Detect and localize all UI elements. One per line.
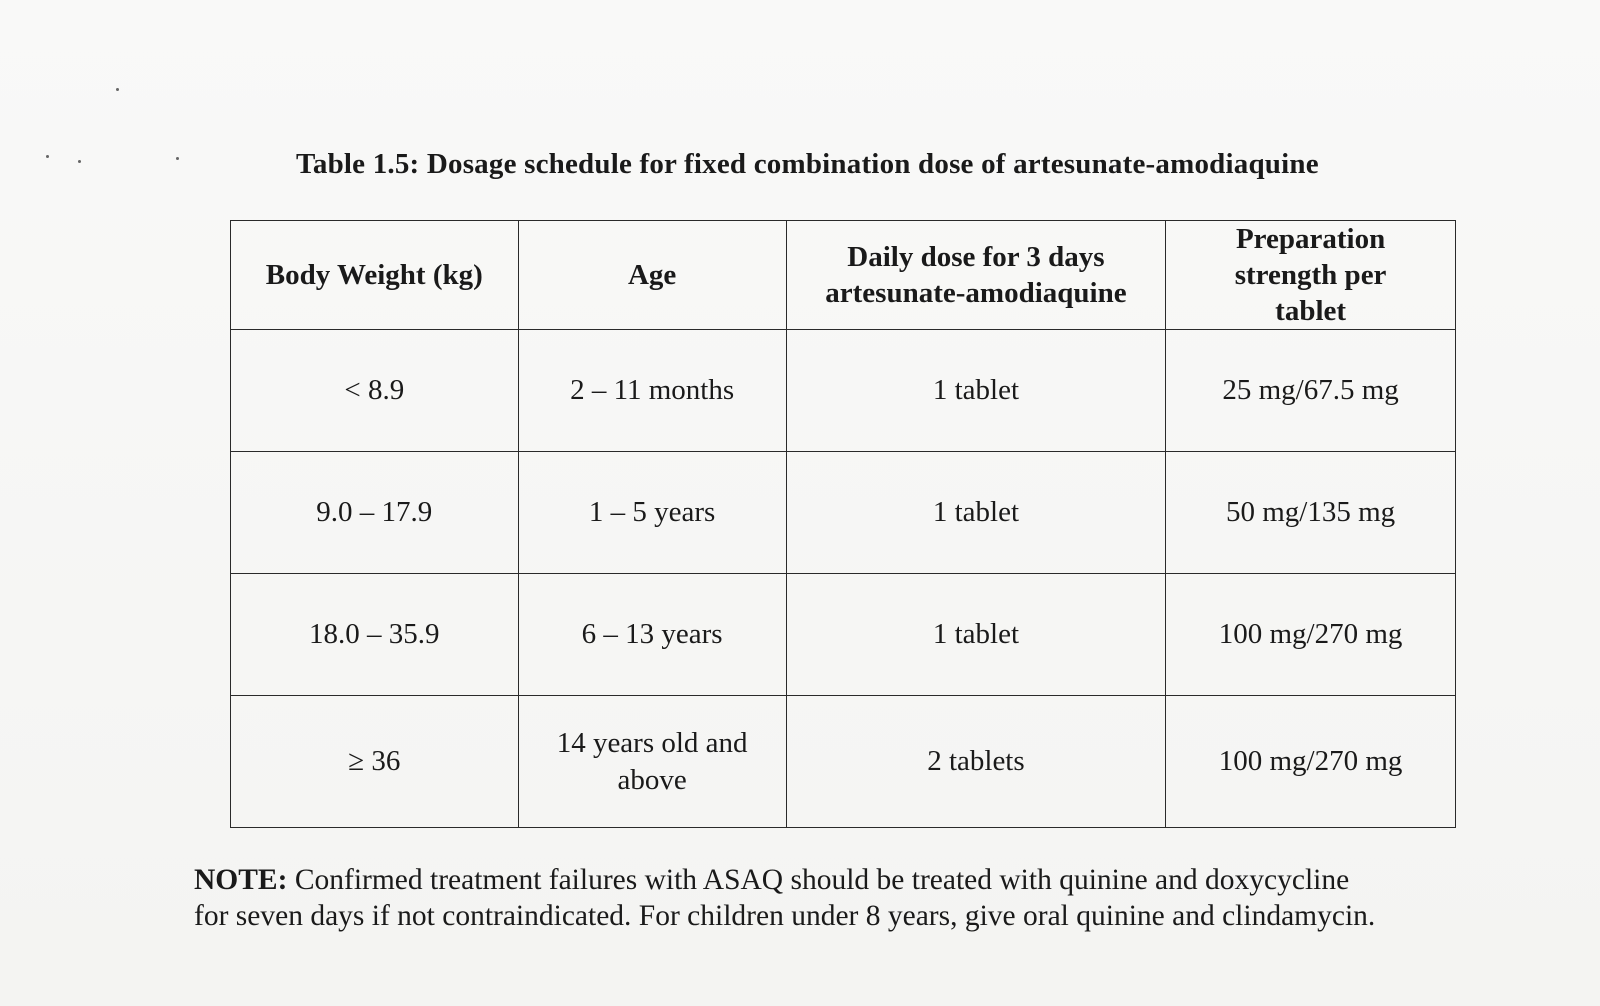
cell-body-weight (231, 696, 519, 828)
cell-daily-dose (786, 696, 1166, 828)
cell-body-weight (231, 452, 519, 574)
header-text-line: Body Weight (kg) (265, 259, 483, 291)
note-text-1: Confirmed treatment failures with ASAQ should be treated with quinine and doxycycline (294, 864, 1350, 896)
cell-text-line: 100 mg/270 mg (1218, 745, 1403, 777)
header-body-weight (231, 221, 519, 330)
table-caption: Table 1.5: Dosage schedule for fixed combination dose of artesunate-amodiaquine (296, 148, 1319, 180)
scan-speck (78, 160, 81, 163)
note-label: NOTE: (194, 864, 288, 896)
table-row (231, 330, 1456, 452)
cell-text-line: 1 tablet (932, 618, 1020, 650)
cell-text-line: 100 mg/270 mg (1218, 618, 1403, 650)
cell-text-line: < 8.9 (344, 374, 405, 406)
note-paragraph (194, 862, 1494, 934)
table-row (231, 452, 1456, 574)
header-age (518, 221, 786, 330)
header-text-line: strength per (1234, 259, 1387, 291)
header-text-line: Preparation (1235, 223, 1386, 255)
cell-age (518, 330, 786, 452)
cell-text-line: 25 mg/67.5 mg (1222, 374, 1399, 406)
header-text-line: tablet (1275, 295, 1347, 327)
scan-speck (176, 157, 179, 160)
cell-daily-dose (786, 574, 1166, 696)
cell-text-line: 9.0 – 17.9 (316, 496, 433, 528)
scan-speck (46, 155, 49, 158)
cell-preparation-strength (1166, 696, 1456, 828)
cell-text-line: 6 – 13 years (581, 618, 723, 650)
cell-text-line: 18.0 – 35.9 (309, 618, 440, 650)
cell-daily-dose (786, 452, 1166, 574)
scan-speck (116, 88, 119, 91)
header-text-line: Age (627, 259, 677, 291)
cell-text-line: 1 tablet (932, 496, 1020, 528)
cell-text-line: 2 – 11 months (570, 374, 735, 406)
cell-body-weight (231, 574, 519, 696)
table-row (231, 696, 1456, 828)
table-body (231, 330, 1456, 828)
cell-preparation-strength (1166, 452, 1456, 574)
cell-body-weight (231, 330, 519, 452)
cell-daily-dose (786, 330, 1166, 452)
table-header-row (231, 221, 1456, 330)
cell-text-line: 50 mg/135 mg (1226, 496, 1396, 528)
cell-text-line: 1 – 5 years (588, 496, 716, 528)
cell-text-line: ≥ 36 (348, 745, 401, 777)
cell-text-line: 14 years old and (556, 726, 748, 759)
note-line-1 (194, 862, 1494, 898)
cell-age (518, 696, 786, 828)
header-daily-dose (786, 221, 1166, 330)
header-text-line: Daily dose for 3 days (847, 241, 1105, 273)
note-line-2: for seven days if not contraindicated. For children under 8 years, give oral quinine and clindamycin. (194, 900, 1376, 932)
header-text-line: artesunate-amodiaquine (825, 277, 1127, 309)
cell-text-line: above (617, 763, 687, 796)
cell-age (518, 452, 786, 574)
cell-text-line: 1 tablet (932, 374, 1020, 406)
cell-age (518, 574, 786, 696)
cell-text-line: 2 tablets (927, 745, 1025, 777)
cell-preparation-strength (1166, 574, 1456, 696)
table-row (231, 574, 1456, 696)
header-preparation-strength (1166, 221, 1456, 330)
cell-preparation-strength (1166, 330, 1456, 452)
dosage-table (230, 220, 1456, 828)
